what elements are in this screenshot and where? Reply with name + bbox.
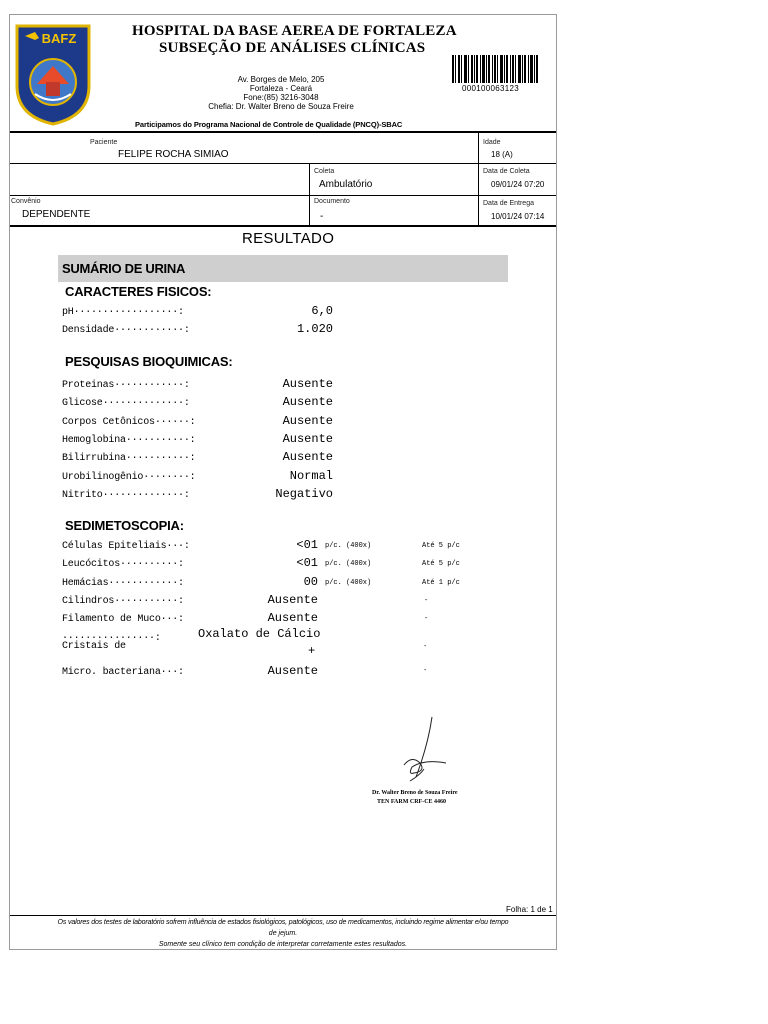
row-value: Normal	[289, 468, 333, 483]
row-value: Ausente	[282, 431, 333, 446]
data-entrega-label: Data de Entrega	[483, 200, 534, 207]
row-reference: -	[424, 596, 429, 605]
barcode	[452, 55, 538, 83]
row-label: pH··················:	[62, 307, 184, 318]
logo-text: BAFZ	[41, 31, 77, 46]
row-label: Glicose··············:	[62, 398, 190, 410]
address-block	[200, 75, 362, 111]
paciente-label: Paciente	[90, 139, 118, 146]
row-reference: Até 1 p/c	[422, 578, 460, 587]
row-reference: Até 5 p/c	[422, 560, 460, 569]
documento-value: -	[320, 211, 324, 222]
sedimentoscopia-heading: SEDIMETOSCOPIA:	[65, 518, 184, 533]
footer-line: Somente seu clínico tem condição de interpretar corretamente estes resultados.	[158, 941, 408, 948]
signature-name: Dr. Walter Breno de Souza Freire	[372, 790, 458, 796]
section-title: SUBSEÇÃO DE ANÁLISES CLÍNICAS	[159, 40, 426, 56]
row-value: 1.020	[296, 322, 333, 336]
coleta-value: Ambulatório	[319, 179, 373, 190]
micro-value: Ausente	[267, 664, 318, 678]
page-number: Folha: 1 de 1	[506, 905, 553, 914]
row-value: Ausente	[282, 450, 333, 465]
row-unit: p/c. (400x)	[325, 542, 372, 550]
row-label: Densidade············:	[62, 325, 190, 336]
row-value: Ausente	[282, 377, 333, 391]
row-label: Leucócitos··········:	[62, 559, 184, 571]
row-value: Ausente	[267, 592, 318, 607]
documento-label: Documento	[314, 198, 350, 205]
exam-name: SUMÁRIO DE URINA	[62, 261, 186, 276]
address-line: Fortaleza - Ceará	[249, 84, 313, 93]
coleta-label: Coleta	[314, 168, 335, 175]
row-reference: -	[424, 615, 429, 624]
row-value: 6,0	[311, 304, 333, 318]
hospital-title: HOSPITAL DA BASE AEREA DE FORTALEZA	[132, 23, 457, 39]
result-title: RESULTADO	[242, 230, 335, 247]
footer-disclaimer	[10, 917, 556, 950]
row-label: Urobilinogênio········:	[62, 471, 196, 483]
row-label: Bilirrubina···········:	[62, 453, 196, 465]
footer-line: Os valores dos testes de laboratório sofrem influência de estados fisiológicos, patológicos, uso de medicamentos, incluindo regime alimentar e/ou tempo	[57, 919, 509, 926]
address-line: Chefia: Dr. Walter Breno de Souza Freire	[208, 102, 354, 111]
row-value: Negativo	[275, 486, 333, 501]
cristais-label: Cristais de	[62, 641, 126, 652]
exam-bar	[58, 255, 508, 282]
address-line: Fone:(85) 3216-3048	[243, 93, 319, 102]
cristais-value-plus: +	[308, 644, 316, 658]
row-label: Corpos Cetônicos······:	[62, 416, 196, 428]
row-label: Nitrito··············:	[62, 489, 190, 501]
row-value: Ausente	[282, 395, 333, 410]
convenio-value: DEPENDENTE	[22, 209, 91, 220]
bafz-logo	[15, 24, 91, 126]
row-label: Hemácias············:	[62, 577, 184, 589]
idade-label: Idade	[483, 139, 501, 146]
signature-role: TEN FARM CRF-CE 4460	[377, 799, 447, 805]
idade-value: 18 (A)	[491, 150, 513, 159]
signature-image	[390, 715, 470, 787]
report-sheet	[9, 14, 557, 950]
row-label: Proteinas············:	[62, 380, 190, 391]
row-label: Hemoglobina···········:	[62, 434, 196, 446]
cristais-ref: -	[424, 643, 427, 650]
micro-ref: -	[424, 667, 427, 674]
barcode-number: 000100063123	[462, 84, 519, 93]
row-unit: p/c. (400x)	[325, 578, 372, 587]
program-line: Participamos do Programa Nacional de Controle de Qualidade (PNCQ)-SBAC	[135, 120, 403, 129]
cristais-dots: ················:	[62, 633, 161, 644]
row-label: Filamento de Muco···:	[62, 614, 184, 626]
row-label: Células Epiteliais···:	[62, 541, 190, 552]
row-label: Cilindros···········:	[62, 595, 184, 607]
row-value: 00	[303, 574, 318, 589]
row-reference: Até 5 p/c	[422, 542, 460, 550]
footer-line: de jejum.	[268, 930, 298, 937]
row-unit: p/c. (400x)	[325, 560, 372, 569]
bioquimicas-heading: PESQUISAS BIOQUIMICAS:	[65, 354, 233, 369]
convenio-label: Convênio	[11, 198, 41, 205]
row-value: <01	[296, 556, 318, 571]
row-value: <01	[296, 538, 318, 552]
data-entrega-value: 10/01/24 07:14	[491, 212, 545, 221]
paciente-value: FELIPE ROCHA SIMIAO	[118, 149, 229, 160]
micro-label: Micro. bacteriana···:	[62, 667, 184, 678]
row-value: Ausente	[282, 413, 333, 428]
cristais-value: Oxalato de Cálcio	[198, 627, 321, 641]
data-coleta-label: Data de Coleta	[483, 168, 530, 175]
address-line: Av. Borges de Melo, 205	[237, 75, 325, 84]
data-coleta-value: 09/01/24 07:20	[491, 180, 545, 189]
fisicos-heading: CARACTERES FISICOS:	[65, 284, 212, 299]
row-value: Ausente	[267, 611, 318, 626]
